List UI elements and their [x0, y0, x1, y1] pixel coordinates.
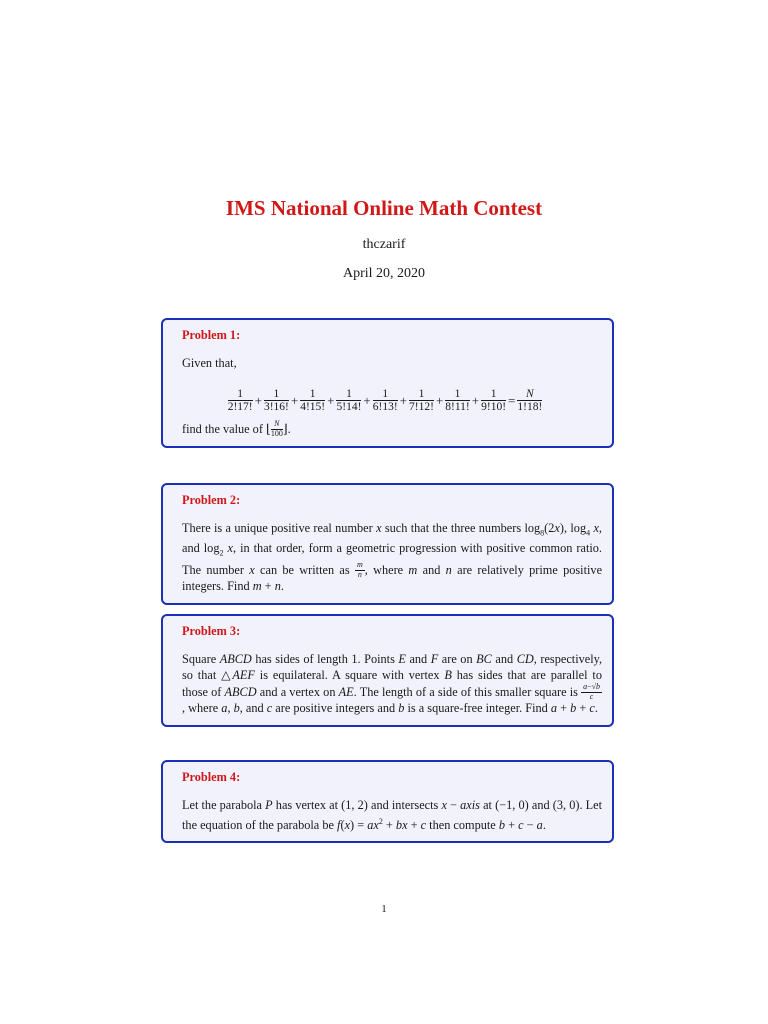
fraction-denominator: 6!13!	[372, 401, 398, 414]
problem-4-box	[161, 760, 614, 843]
equation-fraction	[373, 388, 398, 414]
fraction-numerator: 1	[445, 388, 469, 402]
document-author: thczarif	[362, 237, 406, 252]
fraction-denominator: 3!16!	[263, 401, 289, 414]
problem-3-text: Square ABCD has sides of length 1. Points E and F are on BC and CD, respectively, so that △AEF is equilateral. A square with vertex B has sides that are parallel to those of ABCD and a vertex on AE. The length of a side of this smaller square is $\frac{a-√b}{c}$ , where a, b, and c are positive integers and b is a square-free integer. Find a + b + c.	[182, 652, 603, 716]
page-number: 1	[381, 903, 387, 915]
problem-3-box	[161, 614, 614, 727]
plus-sign: +	[435, 393, 444, 409]
plus-sign: +	[471, 393, 480, 409]
problem-4-text: Let the parabola P has vertex at (1, 2) and intersects x − axis at (−1, 0) and (3, 0). Let the equation of the parabola be $f(x) = ax^2$ + bx + c then compute b + c − a.	[182, 798, 603, 832]
problem-1-box	[161, 318, 614, 448]
problem-1-equation	[168, 388, 602, 414]
fraction-numerator: 1	[228, 388, 253, 402]
problem-4-title: Problem 4:	[182, 770, 241, 784]
problem-2-text: There is a unique positive real number x such that the three numbers $\log_8(2x)$, $\log_4 x$, and $\log_2 x$, in that order, form a geometric progression with positive common ratio. The number x can be written as $\frac{m}{n}$ , where m and n are relatively prime positive integers. Find m + n.	[182, 521, 603, 594]
fraction-denominator: 2!17!	[227, 401, 253, 414]
equals-sign: =	[508, 393, 516, 409]
equation-fraction	[445, 388, 469, 414]
fraction-numerator: 1	[373, 388, 398, 402]
equation-fraction	[264, 388, 289, 414]
plus-sign: +	[254, 393, 262, 409]
plus-sign: +	[363, 393, 371, 409]
fraction-denominator: 4!15!	[300, 401, 326, 414]
fraction-denominator: 5!14!	[336, 401, 362, 414]
fraction-numerator: 1	[336, 388, 361, 402]
fraction-denominator: 9!10!	[481, 401, 507, 414]
equation-fraction	[336, 388, 361, 414]
fraction-numerator: 1	[300, 388, 325, 402]
document-title: IMS National Online Math Contest	[225, 196, 543, 220]
equation-fraction	[481, 388, 506, 414]
document-date: April 20, 2020	[342, 266, 426, 281]
floor-fraction: $\frac{N}{100}$	[270, 418, 283, 438]
problem-2-title: Problem 2:	[182, 493, 241, 507]
fraction-numerator: N	[517, 388, 542, 402]
fraction-numerator: 1	[409, 388, 434, 402]
plus-sign: +	[399, 393, 408, 409]
equation-fraction	[300, 388, 325, 414]
plus-sign: +	[290, 393, 299, 409]
fraction-numerator: 1	[264, 388, 289, 402]
problem-2-box	[161, 483, 614, 605]
fraction-denominator: 7!12!	[409, 401, 434, 414]
fraction-denominator: 8!11!	[445, 401, 470, 414]
problem-1-title: Problem 1:	[182, 328, 241, 342]
plus-sign: +	[327, 393, 335, 409]
fraction-numerator: 1	[481, 388, 506, 402]
equation-fraction	[228, 388, 253, 414]
equation-fraction	[517, 388, 542, 414]
fraction-denominator: 1!18!	[517, 401, 543, 414]
problem-1-intro: Given that,	[182, 356, 237, 371]
problem-1-question: find the value of ⌊ $\frac{N}{100}$ ⌋.	[182, 418, 291, 438]
problem-3-title: Problem 3:	[182, 624, 241, 638]
equation-fraction	[409, 388, 434, 414]
